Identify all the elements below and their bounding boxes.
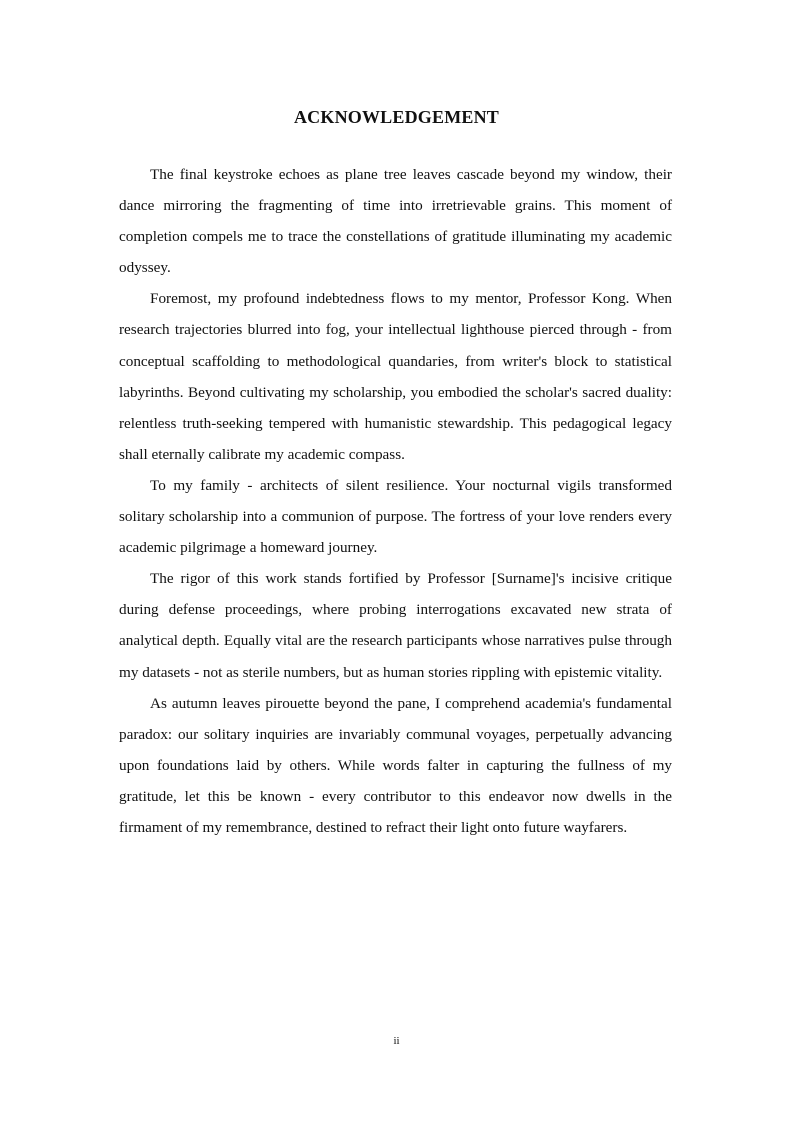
paragraph: As autumn leaves pirouette beyond the pane, I comprehend academia's fundamental paradox: our solitary inquiries are invariably communal voyages, perpetually advancing upon foundations laid by others. While words falter in capturing the fullness of my gratitude, let this be known - every contributor to this endeavor now dwells in the firmament of my remembrance, destined to refract their light onto future wayfarers.: [119, 694, 672, 836]
acknowledgement-body: [119, 159, 672, 843]
page-number: ii: [393, 1035, 400, 1047]
page-title: ACKNOWLEDGEMENT: [293, 107, 500, 127]
paragraph: To my family - architects of silent resilience. Your nocturnal vigils transformed solitary scholarship into a communion of purpose. The fortress of your love renders every academic pilgrimage a homeward journey.: [119, 476, 672, 557]
paragraph: The rigor of this work stands fortified by Professor [Surname]'s incisive critique during defense proceedings, where probing interrogations excavated new strata of analytical depth. Equally vital are the research participants whose narratives pulse through my datasets - not as sterile numbers, but as human stories rippling with epistemic vitality.: [119, 570, 672, 681]
paragraph: Foremost, my profound indebtedness flows to my mentor, Professor Kong. When research trajectories blurred into fog, your intellectual lighthouse pierced through - from conceptual scaffolding to methodological quandaries, from writer's block to statistical labyrinths. Beyond cultivating my scholarship, you embodied the scholar's sacred duality: relentless truth-seeking tempered with humanistic stewardship. This pedagogical legacy shall eternally calibrate my academic compass.: [119, 290, 672, 463]
paragraph: The final keystroke echoes as plane tree leaves cascade beyond my window, their dance mirroring the fragmenting of time into irretrievable grains. This moment of completion compels me to trace the constellations of gratitude illuminating my academic odyssey.: [119, 166, 672, 277]
